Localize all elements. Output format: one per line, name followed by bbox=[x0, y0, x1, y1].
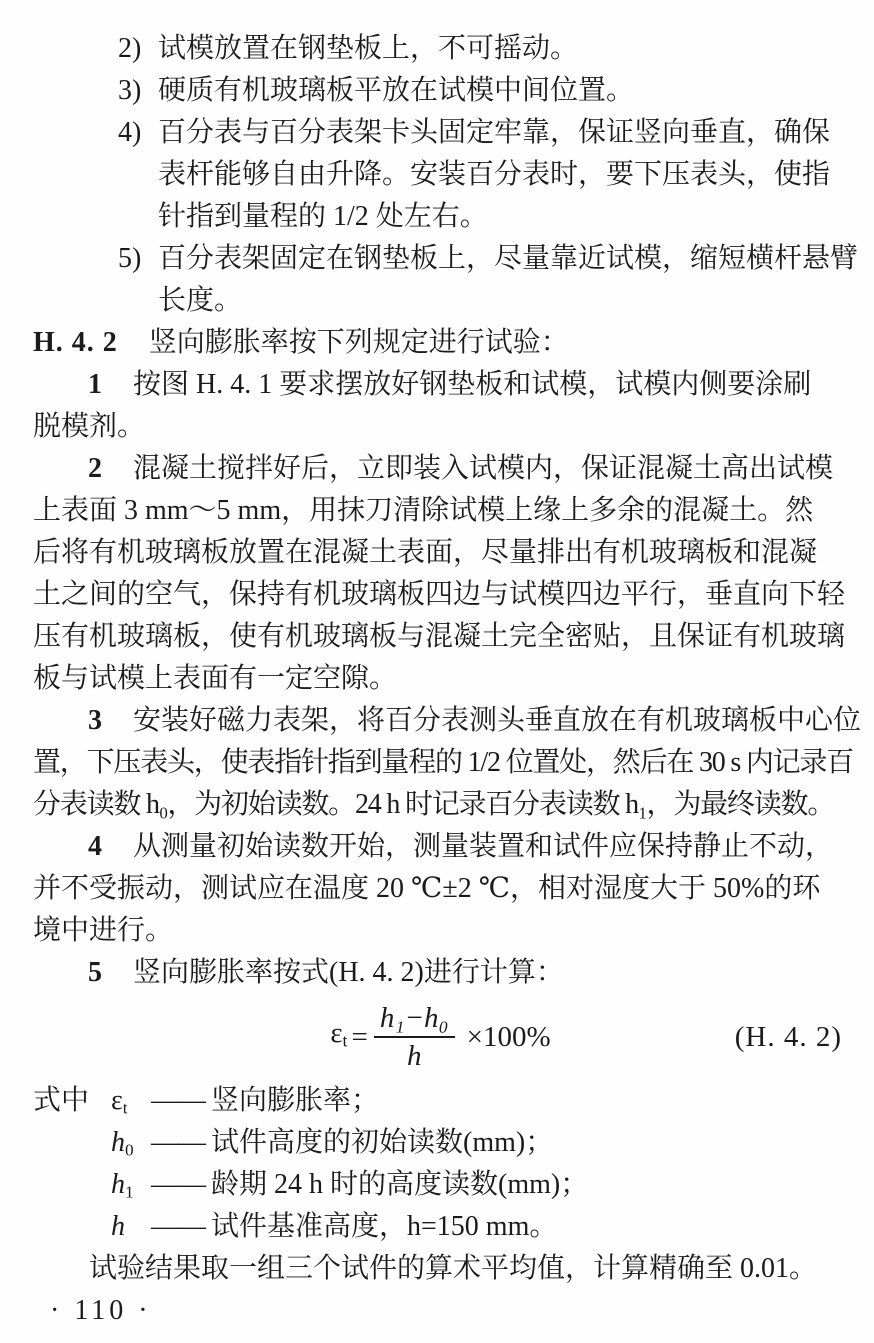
paragraph-2-line-4: 土之间的空气，保持有机玻璃板四边与试模四边平行，垂直向下轻 bbox=[33, 579, 846, 610]
section-heading bbox=[33, 322, 848, 364]
fraction bbox=[374, 1000, 455, 1074]
list-marker-5: 5) bbox=[118, 243, 142, 274]
section-number: H. 4. 2 bbox=[33, 327, 118, 358]
paragraph-4-line-2: 并不受振动，测试应在温度 20 ℃±2 ℃，相对湿度大于 50%的环 bbox=[33, 873, 821, 904]
paragraph-2-line-1: 混凝土搅拌好后，立即装入试模内，保证混凝土高出试模 bbox=[133, 453, 834, 484]
paragraph-2-cont bbox=[33, 490, 848, 532]
paragraph-1-line-2: 脱模剂。 bbox=[33, 411, 146, 442]
list-item-2 bbox=[33, 28, 848, 70]
page-number bbox=[50, 1290, 848, 1332]
h0-subscript: 0 bbox=[125, 1140, 134, 1160]
definition-dash: —— bbox=[151, 1211, 205, 1242]
paragraph-4-cont bbox=[33, 868, 848, 910]
paragraph-2-line-2: 上表面 3 mm～5 mm，用抹刀清除试模上缘上多余的混凝土。然 bbox=[33, 495, 814, 526]
list-item-4-line-3: 针指到量程的 1/2 处左右。 bbox=[158, 201, 488, 232]
h-symbol: h bbox=[111, 1211, 125, 1242]
paragraph-5-number: 5 bbox=[88, 957, 102, 988]
paragraph-3-cont bbox=[33, 784, 848, 826]
list-item-5 bbox=[33, 238, 859, 280]
definition-intro: 式中 bbox=[33, 1085, 90, 1116]
paragraph-2 bbox=[33, 448, 848, 490]
paragraph-3-line-3: 分表读数 h₀，为初始读数。24 h 时记录百分表读数 h₁，为最终读数。 bbox=[33, 789, 835, 820]
section-title: 竖向膨胀率按下列规定进行试验： bbox=[148, 327, 569, 358]
definition-term-epsilon bbox=[111, 1080, 151, 1122]
paragraph-2-cont bbox=[33, 658, 848, 700]
definition-epsilon bbox=[33, 1080, 848, 1122]
formula-multiplier: ×100% bbox=[466, 1021, 551, 1053]
list-item-4-cont bbox=[33, 196, 848, 238]
paragraph-3-cont bbox=[33, 742, 854, 784]
list-item-2-text: 试模放置在钢垫板上，不可摇动。 bbox=[158, 33, 579, 64]
definition-h1 bbox=[33, 1164, 848, 1206]
definition-h bbox=[33, 1206, 848, 1248]
paragraph-5-line-1: 竖向膨胀率按式(H. 4. 2)进行计算： bbox=[133, 957, 564, 988]
epsilon-subscript: t bbox=[342, 1030, 348, 1051]
definition-h0 bbox=[33, 1122, 848, 1164]
definition-dash: —— bbox=[151, 1085, 205, 1116]
definition-desc-h0: 试件高度的初始读数(mm)； bbox=[211, 1127, 554, 1158]
list-item-5-cont bbox=[33, 280, 848, 322]
list-item-3-text: 硬质有机玻璃板平放在试模中间位置。 bbox=[158, 75, 635, 106]
list-item-3 bbox=[33, 70, 848, 112]
paragraph-1-line-1: 按图 H. 4. 1 要求摆放好钢垫板和试模，试模内侧要涂刷 bbox=[133, 369, 812, 400]
paragraph-2-line-3: 后将有机玻璃板放置在混凝土表面，尽量排出有机玻璃板和混凝 bbox=[33, 537, 818, 568]
paragraph-4-line-3: 境中进行。 bbox=[33, 915, 174, 946]
fraction-denominator: h bbox=[374, 1036, 455, 1074]
h-symbol: h bbox=[111, 1127, 125, 1158]
paragraph-3 bbox=[33, 700, 862, 742]
epsilon-symbol: ε bbox=[330, 1017, 343, 1050]
paragraph-2-cont bbox=[33, 532, 848, 574]
list-item-5-line-2: 长度。 bbox=[158, 285, 243, 316]
paragraph-2-cont bbox=[33, 616, 848, 658]
definition-term-h1 bbox=[111, 1164, 151, 1206]
page-number-text: · 110 · bbox=[50, 1295, 152, 1326]
epsilon-symbol: ε bbox=[111, 1085, 123, 1116]
equation-number: (H. 4. 2) bbox=[734, 1021, 842, 1053]
definition-desc-h: 试件基准高度，h=150 mm。 bbox=[211, 1211, 558, 1242]
paragraph-3-line-2: 置，下压表头，使表指针指到量程的 1/2 位置处，然后在 30 s 内记录百 bbox=[33, 747, 854, 778]
list-item-4-cont bbox=[33, 154, 848, 196]
h1-subscript: 1 bbox=[125, 1182, 134, 1202]
closing-text: 试验结果取一组三个试件的算术平均值，计算精确至 0.01。 bbox=[89, 1253, 818, 1284]
paragraph-3-line-1: 安装好磁力表架，将百分表测头垂直放在有机玻璃板中心位 bbox=[133, 705, 862, 736]
list-item-4-line-2: 表杆能够自由升降。安装百分表时，要下压表头，使指 bbox=[158, 159, 831, 190]
list-marker-3: 3) bbox=[118, 75, 142, 106]
paragraph-2-cont bbox=[33, 574, 848, 616]
paragraph-1 bbox=[33, 364, 848, 406]
paragraph-2-line-6: 板与试模上表面有一定空隙。 bbox=[33, 663, 398, 694]
list-item-4-line-1: 百分表与百分表架卡头固定牢靠，保证竖向垂直，确保 bbox=[158, 117, 831, 148]
definition-term-h bbox=[111, 1206, 151, 1248]
paragraph-2-line-5: 压有机玻璃板，使有机玻璃板与混凝土完全密贴，且保证有机玻璃 bbox=[33, 621, 846, 652]
definition-dash: —— bbox=[151, 1127, 205, 1158]
definition-desc-h1: 龄期 24 h 时的高度读数(mm)； bbox=[211, 1169, 589, 1200]
paragraph-4-number: 4 bbox=[88, 831, 102, 862]
epsilon-subscript: t bbox=[122, 1098, 128, 1118]
paragraph-5 bbox=[33, 952, 848, 994]
formula-h42 bbox=[33, 994, 848, 1080]
paragraph-3-number: 3 bbox=[88, 705, 102, 736]
formula-lhs bbox=[330, 1012, 347, 1061]
fraction-numerator: h₁−h₀ bbox=[379, 1002, 449, 1034]
paragraph-4-line-1: 从测量初始读数开始，测量装置和试件应保持静止不动， bbox=[133, 831, 834, 862]
definition-term-h0 bbox=[111, 1122, 151, 1164]
list-item-4 bbox=[33, 112, 848, 154]
equals-sign: = bbox=[351, 1021, 368, 1053]
list-marker-4: 4) bbox=[118, 117, 142, 148]
definition-dash: —— bbox=[151, 1169, 205, 1200]
definition-desc-epsilon: 竖向膨胀率； bbox=[211, 1085, 380, 1116]
paragraph-4-cont bbox=[33, 910, 848, 952]
paragraph-2-number: 2 bbox=[88, 453, 102, 484]
h-symbol: h bbox=[111, 1169, 125, 1200]
closing-paragraph bbox=[33, 1248, 848, 1290]
paragraph-1-cont bbox=[33, 406, 848, 448]
list-item-5-line-1: 百分表架固定在钢垫板上，尽量靠近试模，缩短横杆悬臂 bbox=[158, 243, 859, 274]
paragraph-4 bbox=[33, 826, 848, 868]
list-marker-2: 2) bbox=[118, 33, 142, 64]
paragraph-1-number: 1 bbox=[88, 369, 102, 400]
